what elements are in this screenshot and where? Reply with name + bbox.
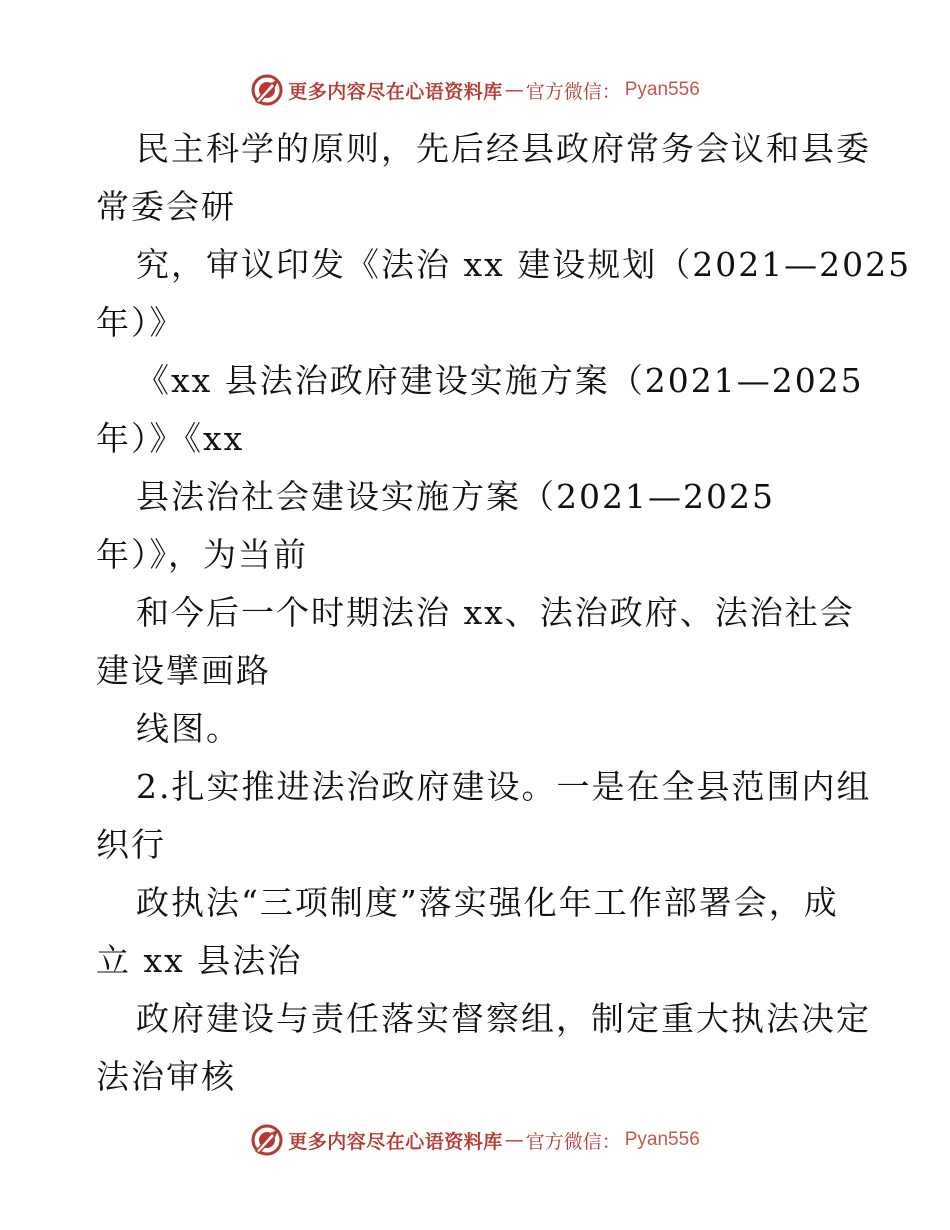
text-line: 《xx 县法治政府建设实施方案（2021—2025 xyxy=(136,361,864,400)
footer-watermark xyxy=(0,1120,950,1160)
text-line: 2.扎实推进法治政府建设。一是在全县范围内组 xyxy=(136,767,872,806)
text-line: 年）》《xx xyxy=(96,419,245,458)
watermark-dash: — xyxy=(504,1129,524,1151)
text-line: 线图。 xyxy=(136,709,241,748)
watermark-text: 更多内容尽在心语资料库 xyxy=(288,1130,503,1153)
watermark-wechat-id: Pyan556 xyxy=(624,79,700,100)
watermark-text: 更多内容尽在心语资料库 xyxy=(288,80,503,103)
watermark-wechat-id: Pyan556 xyxy=(624,1129,700,1150)
text-line: 政府建设与责任落实督察组，制定重大执法决定 xyxy=(136,999,871,1038)
watermark-dash: — xyxy=(504,79,524,101)
pen-logo-icon xyxy=(250,73,284,107)
text-line: 和今后一个时期法治 xx、法治政府、法治社会 xyxy=(136,593,855,632)
text-line: 民主科学的原则，先后经县政府常务会议和县委 xyxy=(136,129,871,168)
text-line: 法治审核 xyxy=(96,1057,236,1096)
header-watermark xyxy=(0,70,950,110)
text-line: 年）》，为当前 xyxy=(96,535,308,574)
pen-logo-icon xyxy=(250,1123,284,1157)
text-line: 县法治社会建设实施方案（2021—2025 xyxy=(136,477,775,516)
watermark-wechat-label: 官方微信： xyxy=(525,80,621,103)
text-line: 立 xx 县法治 xyxy=(96,941,303,980)
body-text xyxy=(96,120,912,1106)
text-line: 建设擘画路 xyxy=(96,651,271,690)
text-line: 年）》 xyxy=(96,303,185,342)
text-line: 常委会研 xyxy=(96,187,236,226)
text-line: 究，审议印发《法治 xx 建设规划（2021—2025 xyxy=(136,245,912,284)
watermark-wechat-label: 官方微信： xyxy=(525,1130,621,1153)
text-line: 政执法“三项制度”落实强化年工作部署会，成 xyxy=(136,883,839,922)
text-line: 织行 xyxy=(96,825,166,864)
